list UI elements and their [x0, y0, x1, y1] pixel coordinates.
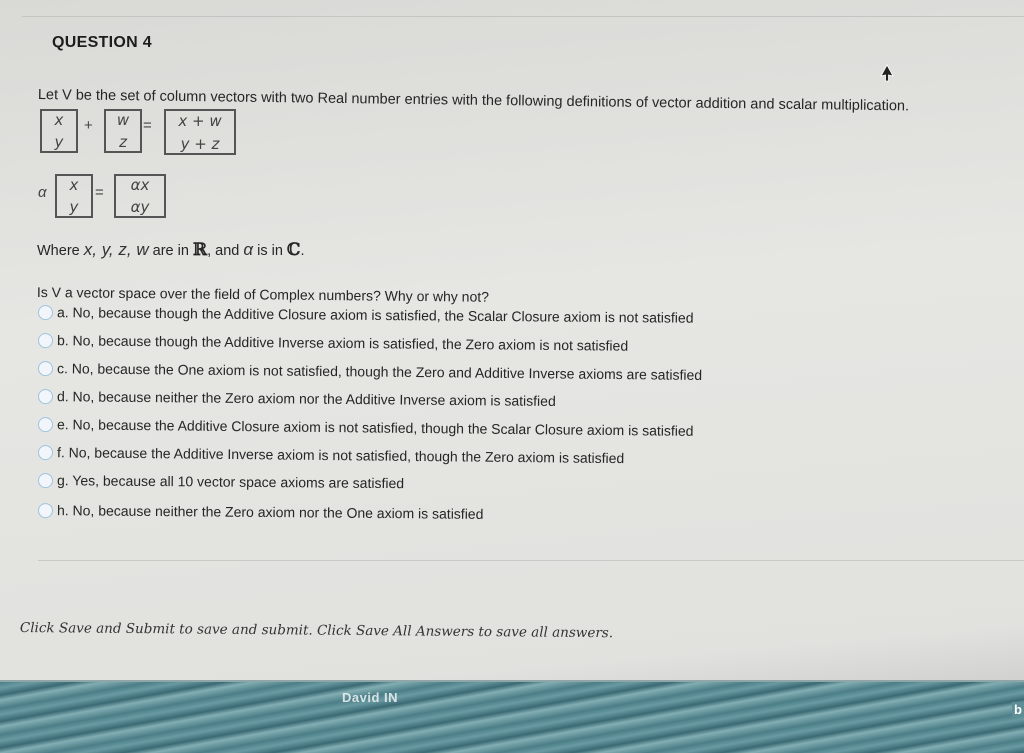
matrix-cell: y + z: [180, 134, 220, 153]
option-e[interactable]: [38, 416, 694, 439]
matrix-cell: y: [54, 133, 64, 151]
radio-button[interactable]: [38, 417, 53, 432]
top-divider: [22, 16, 1024, 17]
option-h[interactable]: [38, 502, 484, 522]
where-prefix: Where: [37, 243, 80, 259]
taskbar-edge-button[interactable]: b: [1014, 702, 1022, 717]
alpha-symbol: α: [38, 184, 47, 201]
matrix-cell: z: [119, 133, 127, 151]
where-is-in: is in: [257, 243, 283, 259]
option-label: e. No, because the Additive Closure axiom is not satisfied, though the Scalar Closure axiom is satisfied: [56, 416, 694, 439]
mouse-cursor-icon: [880, 64, 894, 82]
option-a[interactable]: [38, 304, 694, 326]
where-mid: are in: [152, 243, 189, 259]
alpha-symbol: α: [243, 240, 254, 259]
where-statement: [37, 240, 305, 260]
save-instructions: Click Save and Submit to save and submit. Click Save All Answers to save all answers.: [19, 620, 614, 642]
reals-symbol: ℝ: [192, 240, 208, 260]
question-prompt: Let V be the set of column vectors with two Real number entries with the following definitions of vector addition and scalar multiplication.: [37, 87, 910, 115]
radio-button[interactable]: [38, 389, 53, 404]
radio-button[interactable]: [38, 305, 53, 320]
matrix-cell: x: [54, 111, 64, 129]
option-f[interactable]: [38, 444, 624, 466]
matrix-cell: w: [116, 111, 130, 129]
desktop-taskbar: [0, 680, 1024, 753]
where-and: , and: [207, 243, 240, 259]
option-g[interactable]: [38, 472, 404, 491]
option-label: c. No, because the One axiom is not satisfied, though the Zero and Additive Inverse axioms are satisfied: [56, 360, 703, 383]
where-end: .: [300, 243, 305, 259]
radio-button[interactable]: [38, 361, 53, 376]
matrix-cell: x + w: [178, 111, 222, 130]
option-label: a. No, because though the Additive Closure axiom is satisfied, the Scalar Closure axiom is not satisfied: [56, 304, 694, 326]
option-label: b. No, because though the Additive Inverse axiom is satisfied, the Zero axiom is not satisfied: [56, 332, 629, 354]
radio-button[interactable]: [38, 473, 53, 488]
matrix-cell: y: [69, 198, 79, 216]
radio-button[interactable]: [38, 333, 53, 348]
matrix-cell: αy: [130, 198, 150, 216]
radio-button[interactable]: [38, 445, 53, 460]
taskbar-user-label[interactable]: David IN: [342, 690, 399, 705]
equals-sign: =: [95, 184, 104, 201]
where-variables: x, y, z, w: [83, 240, 149, 259]
matrix-cell: αx: [130, 176, 150, 194]
matrix-scaled: [114, 174, 166, 218]
plus-sign: +: [84, 117, 93, 134]
matrix-right: [104, 109, 142, 153]
option-d[interactable]: [38, 388, 556, 409]
option-c[interactable]: [38, 360, 702, 383]
question-ask: Is V a vector space over the field of Complex numbers? Why or why not?: [36, 284, 490, 305]
matrix-left: [40, 109, 78, 153]
equals-sign: =: [143, 117, 152, 134]
complex-symbol: ℂ: [286, 240, 301, 260]
matrix-cell: x: [69, 176, 79, 194]
section-divider: [38, 560, 1024, 561]
option-b[interactable]: [38, 332, 628, 354]
matrix-result: [164, 109, 236, 155]
matrix-vector: [55, 174, 93, 218]
option-label: d. No, because neither the Zero axiom nor the Additive Inverse axiom is satisfied: [56, 388, 556, 409]
radio-button[interactable]: [38, 503, 53, 518]
option-label: g. Yes, because all 10 vector space axioms are satisfied: [56, 472, 405, 492]
question-title: QUESTION 4: [52, 34, 152, 51]
option-label: h. No, because neither the Zero axiom nor the One axiom is satisfied: [56, 502, 484, 522]
option-label: f. No, because the Additive Inverse axiom is not satisfied, though the Zero axiom is satisfied: [56, 444, 625, 467]
